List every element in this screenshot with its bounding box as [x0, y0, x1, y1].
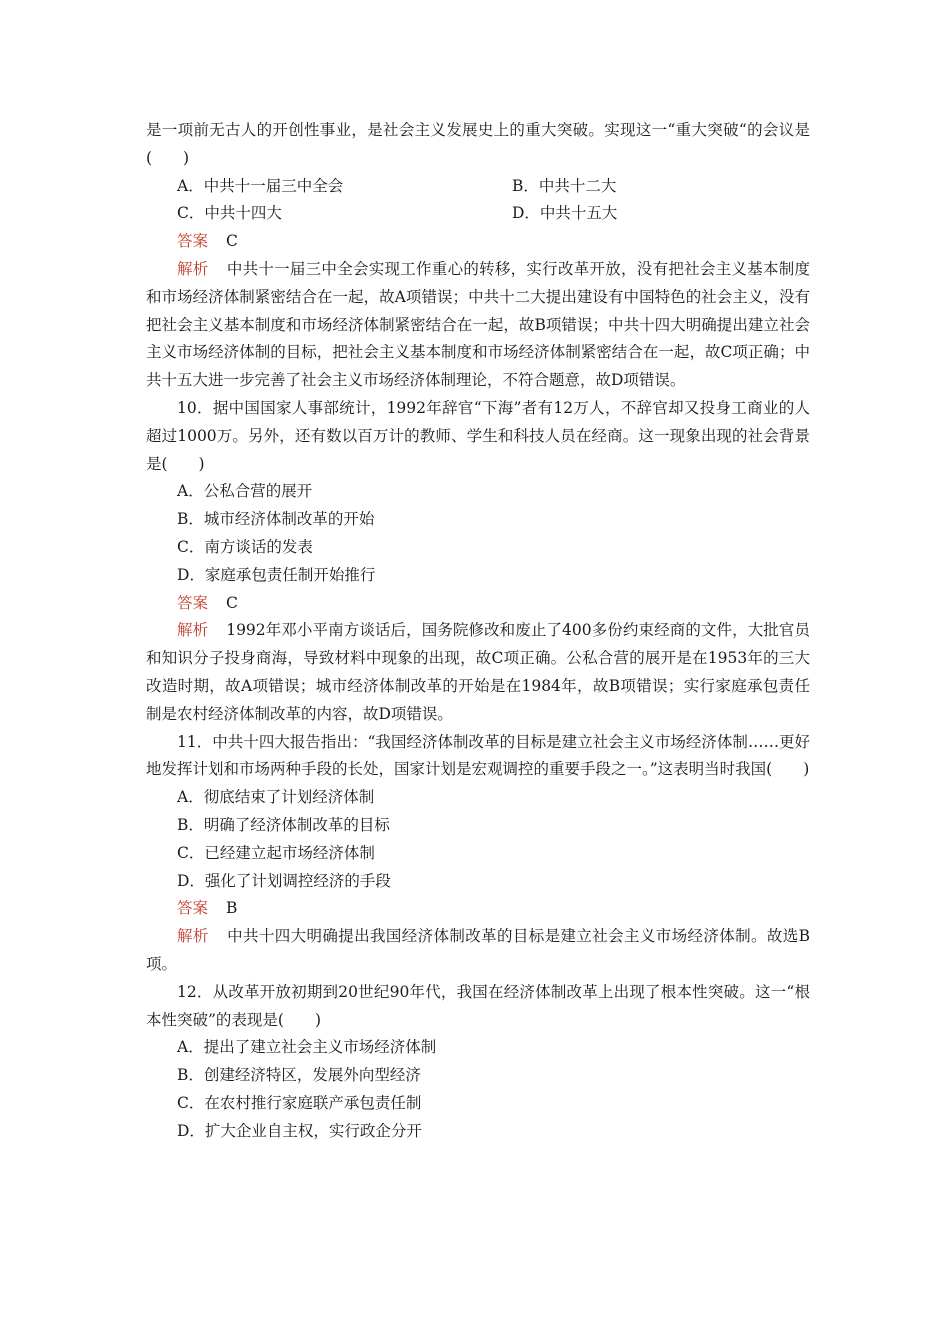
answer-label: 答案 — [177, 593, 209, 612]
q9-answer — [146, 228, 810, 256]
q12-option-a: A．提出了建立社会主义市场经济体制 — [177, 1038, 437, 1057]
q10-analysis-text: 1992年邓小平南方谈话后，国务院修改和废止了400多份约束经商的文件，大批官员和知识分子投身商海，导致材料中现象的出现，故C项正确。公私合营的展开是在1953年的三大改造时期，故A项错误；城市经济体制改革的开始是在1984年，故B项错误；实行家庭承包责任制是农村经济体制改革的内容，故D项错误。 — [146, 621, 810, 723]
q9-option-b: B．中共十二大 — [512, 176, 617, 195]
q10-option-d: D．家庭承包责任制开始推行 — [177, 565, 376, 584]
q9-option-c: C．中共十四大 — [177, 204, 282, 223]
q12-stem: 12．从改革开放初期到20世纪90年代，我国在经济体制改革上出现了根本性突破。这一“根本性突破”的表现是( ) — [146, 982, 810, 1029]
document-body — [146, 117, 810, 1145]
q12-option-c: C．在农村推行家庭联产承包责任制 — [177, 1093, 422, 1112]
q9-option-d: D．中共十五大 — [512, 204, 618, 223]
q11-option-a: A．彻底结束了计划经济体制 — [177, 788, 375, 807]
q10-option-c: C．南方谈话的发表 — [177, 537, 313, 556]
answer-label: 答案 — [177, 232, 209, 251]
q10-answer — [146, 590, 810, 618]
q9-option-a: A．中共十一届三中全会 — [177, 176, 344, 195]
analysis-label: 解析 — [177, 927, 209, 946]
analysis-label: 解析 — [177, 259, 209, 278]
q10-answer-value: C — [226, 593, 238, 612]
q10-analysis — [146, 617, 810, 728]
analysis-label: 解析 — [177, 621, 209, 640]
q12-option-d: D．扩大企业自主权，实行政企分开 — [177, 1121, 422, 1140]
answer-label: 答案 — [177, 899, 209, 918]
q11-stem: 11．中共十四大报告指出：“我国经济体制改革的目标是建立社会主义市场经济体制……更好地发挥计划和市场两种手段的长处，国家计划是宏观调控的重要手段之一。”这表明当时我国( ) — [146, 732, 810, 779]
q11-analysis — [146, 923, 810, 979]
q11-analysis-text: 中共十四大明确提出我国经济体制改革的目标是建立社会主义市场经济体制。故选B项。 — [146, 927, 810, 973]
q9-analysis — [146, 256, 810, 395]
q12-option-b: B．创建经济特区，发展外向型经济 — [177, 1066, 421, 1085]
q9-stem: 是一项前无古人的开创性事业，是社会主义发展史上的重大突破。实现这一“重大突破“的会议是( ) — [146, 121, 810, 167]
q11-option-d: D．强化了计划调控经济的手段 — [177, 871, 391, 890]
q11-option-b: B．明确了经济体制改革的目标 — [177, 815, 390, 834]
q11-option-c: C．已经建立起市场经济体制 — [177, 843, 375, 862]
q9-analysis-text: 中共十一届三中全会实现工作重心的转移，实行改革开放，没有把社会主义基本制度和市场经济体制紧密结合在一起，故A项错误；中共十二大提出建设有中国特色的社会主义，没有把社会主义基本制度和市场经济体制紧密结合在一起，故B项错误；中共十四大明确提出建立社会主义市场经济体制的目标，把社会主义基本制度和市场经济体制紧密结合在一起，故C项正确；中共十五大进一步完善了社会主义市场经济体制理论，不符合题意，故D项错误。 — [146, 259, 810, 390]
q9-options-row-2 — [146, 200, 810, 228]
q10-option-b: B．城市经济体制改革的开始 — [177, 510, 375, 529]
q10-option-a: A．公私合营的展开 — [177, 482, 313, 501]
q11-answer — [146, 895, 810, 923]
q11-answer-value: B — [226, 899, 238, 918]
q9-answer-value: C — [226, 232, 238, 251]
q9-options-row-1 — [146, 173, 810, 201]
q10-stem: 10．据中国国家人事部统计，1992年辞官“下海”者有12万人，不辞官却又投身工商业的人超过1000万。另外，还有数以百万计的教师、学生和科技人员在经商。这一现象出现的社会背景是( ) — [146, 398, 810, 473]
